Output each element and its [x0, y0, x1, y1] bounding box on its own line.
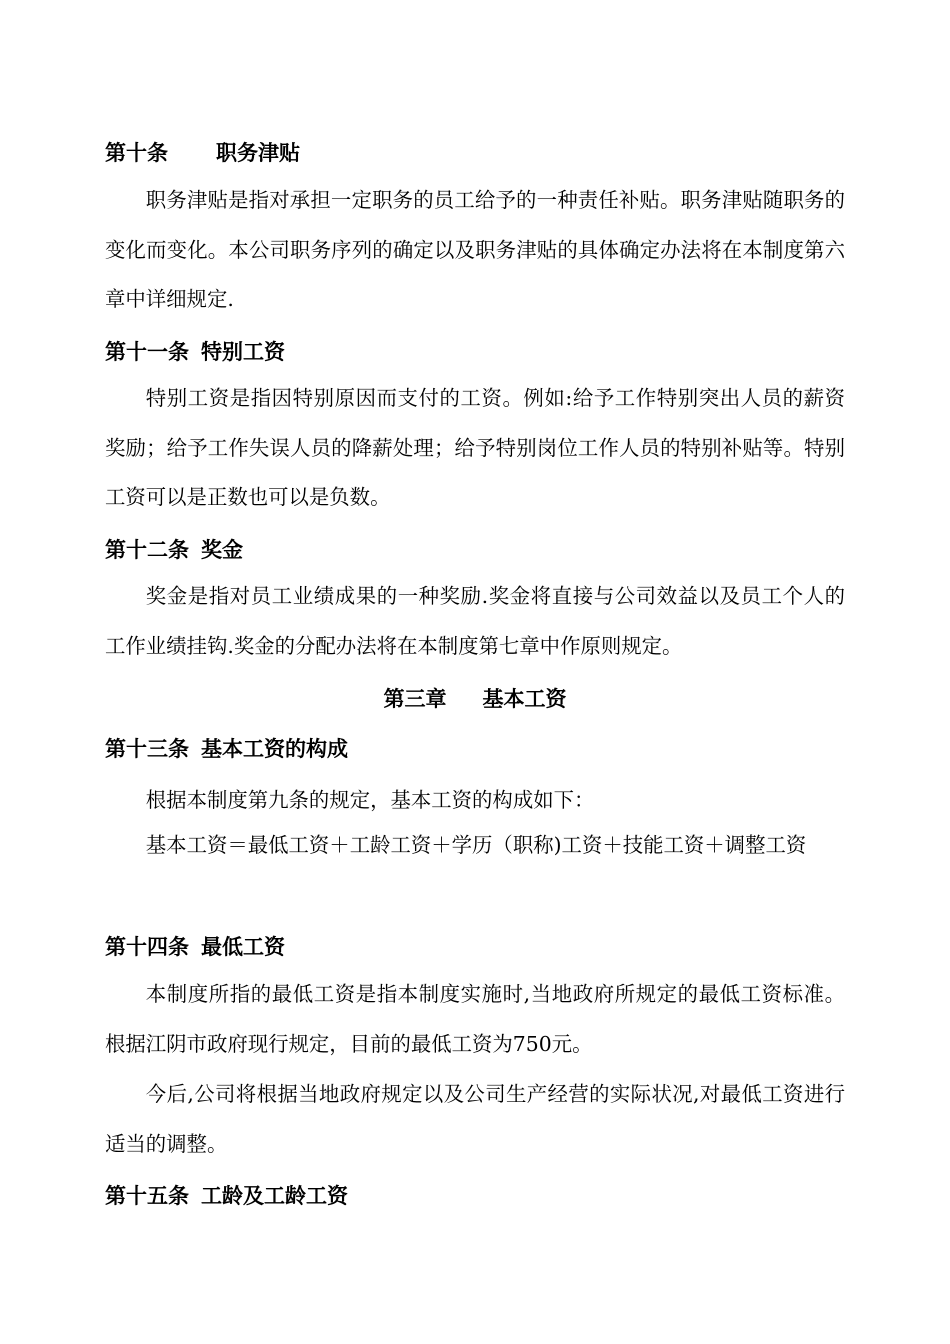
article-10-paragraph: 职务津贴是指对承担一定职务的员工给予的一种责任补贴。职务津贴随职务的变化而变化。本公司职务序列的确定以及职务津贴的具体确定办法将在本制度第六章中详细规定.	[105, 188, 845, 311]
article-number: 第十条	[105, 141, 168, 165]
article-14-paragraph-1: 本制度所指的最低工资是指本制度实施时,当地政府所规定的最低工资标准。根据江阴市政府现行规定，目前的最低工资为750元。	[105, 982, 845, 1056]
article-13-heading	[105, 734, 348, 764]
chapter-3-heading	[0, 684, 950, 714]
article-14-paragraph-2: 今后,公司将根据当地政府规定以及公司生产经营的实际状况,对最低工资进行适当的调整。	[105, 1082, 845, 1156]
article-title: 工龄及工龄工资	[201, 1184, 348, 1208]
chapter-number: 第三章	[383, 687, 447, 711]
chapter-title: 基本工资	[482, 687, 567, 711]
article-number: 第十五条	[105, 1184, 189, 1208]
article-12-paragraph: 奖金是指对员工业绩成果的一种奖励.奖金将直接与公司效益以及员工个人的工作业绩挂钩.奖金的分配办法将在本制度第七章中作原则规定。	[105, 584, 845, 658]
article-15-heading	[105, 1181, 348, 1211]
article-number: 第十三条	[105, 737, 189, 761]
article-title: 特别工资	[201, 340, 285, 364]
article-13-paragraph-1: 根据本制度第九条的规定，基本工资的构成如下：	[145, 788, 595, 812]
article-12-heading	[105, 535, 243, 565]
article-14-heading	[105, 932, 285, 962]
article-number: 第十一条	[105, 340, 189, 364]
article-title: 职务津贴	[216, 141, 300, 165]
article-number: 第十二条	[105, 538, 189, 562]
article-11-heading	[105, 337, 285, 367]
article-11-paragraph: 特别工资是指因特别原因而支付的工资。例如:给予工作特别突出人员的薪资奖励；给予工作失误人员的降薪处理；给予特别岗位工作人员的特别补贴等。特别工资可以是正数也可以是负数。	[105, 386, 845, 509]
article-10-heading	[105, 138, 300, 168]
article-number: 第十四条	[105, 935, 189, 959]
article-title: 奖金	[201, 538, 243, 562]
article-13-formula: 基本工资＝最低工资＋工龄工资＋学历（职称)工资＋技能工资＋调整工资	[145, 833, 807, 857]
article-title: 基本工资的构成	[201, 737, 348, 761]
article-title: 最低工资	[201, 935, 285, 959]
